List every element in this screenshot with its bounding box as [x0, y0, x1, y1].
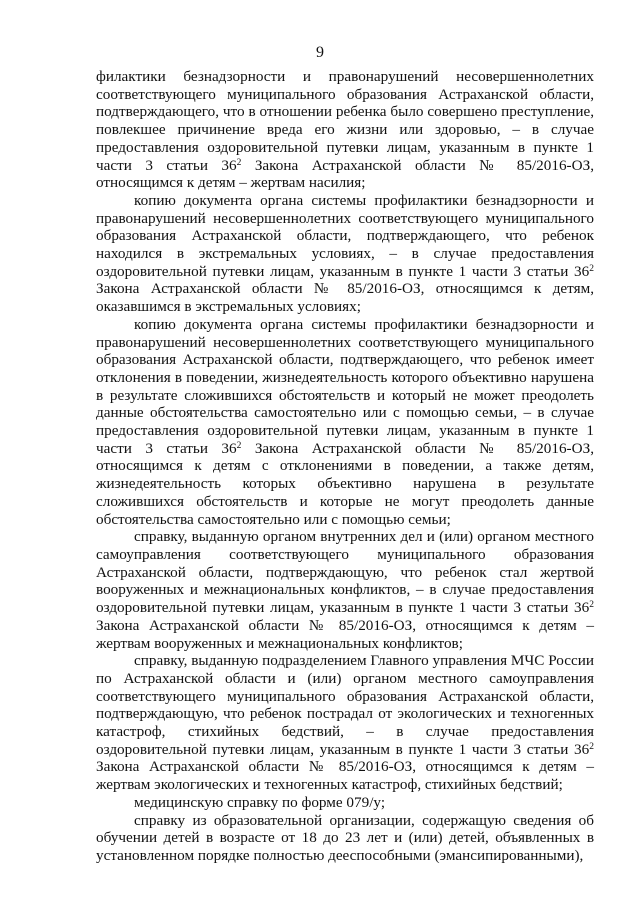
paragraph — [96, 192, 594, 316]
superscript: 2 — [236, 157, 242, 168]
document-body — [96, 68, 594, 865]
text-run: филактики безнадзорности и правонарушений несовершеннолетних соответствующего муниципального образования Астраханской области, подтверждающего, что в отношении ребенка было совершено преступление, повлекшее причинение вреда его жизни или здоровью, – в случае предоставления оздоровительной путевки лицам, указанным в пункте 1 части 3 статьи 36 — [96, 68, 594, 174]
text-run: справку, выданную подразделением Главного управления МЧС России по Астраханской области и (или) органом местного самоуправления соответствующего муниципального образования Астраханской области, подтверждающую, что ребенок пострадал от экологических и техногенных катастроф, стихийных бедствий, – в случае предоставления оздоровительной путевки лицам, указанным в пункте 1 части 3 статьи 36 — [96, 652, 594, 758]
text-run: копию документа органа системы профилактики безнадзорности и правонарушений несовершеннолетних соответствующего муниципального образования Астраханской области, подтверждающего, что ребенок имеет отклонения в поведении, жизнедеятельность которого объективно нарушена в результате сложившихся обстоятельств и который не может преодолеть данные обстоятельства самостоятельно или с помощью семьи, – в случае предоставления оздоровительной путевки лицам, указанным в пункте 1 части 3 статьи 36 — [96, 315, 594, 457]
paragraph — [96, 794, 594, 812]
text-run: Закона Астраханской области № 85/2016-ОЗ, относящимся к детям с отклонениями в поведении, а также детям, жизнедеятельность которых объективно нарушена в результате сложившихся обстоятельств и которые не могут преодолеть данные обстоятельства самостоятельно или с помощью семьи; — [96, 439, 594, 528]
paragraph — [96, 316, 594, 528]
text-run: медицинскую справку по форме 079/у; — [134, 793, 386, 811]
paragraph — [96, 812, 594, 865]
text-run: копию документа органа системы профилактики безнадзорности и правонарушений несовершеннолетних соответствующего муниципального образования Астраханской области, подтверждающего, что ребенок находился в экстремальных условиях, – в случае предоставления оздоровительной путевки лицам, указанным в пункте 1 части 3 статьи 36 — [96, 191, 594, 280]
superscript: 2 — [589, 741, 594, 752]
paragraph — [96, 528, 594, 652]
superscript: 2 — [236, 440, 242, 451]
superscript: 2 — [589, 600, 594, 611]
page-number: 9 — [316, 44, 324, 61]
text-run: Закона Астраханской области № 85/2016-ОЗ, относящимся к детям – жертвам экологических и техногенных катастроф, стихийных бедствий; — [96, 758, 594, 794]
text-run: справку, выданную органом внутренних дел и (или) органом местного самоуправления соответствующего муниципального образования Астраханской области, подтверждающую, что ребенок стал жертвой вооруженных и межнациональных конфликтов, – в случае предоставления оздоровительной путевки лицам, указанным в пункте 1 части 3 статьи 36 — [96, 528, 594, 617]
paragraph — [96, 652, 594, 794]
text-run: Закона Астраханской области № 85/2016-ОЗ, относящимся к детям – жертвам насилия; — [96, 156, 594, 192]
text-run: справку из образовательной организации, содержащую сведения об обучении детей в возрасте от 18 до 23 лет и (или) детей, объявленных в установленном порядке полностью дееспособными (эмансипированными), — [96, 811, 594, 864]
paragraph — [96, 68, 594, 192]
text-run: Закона Астраханской области № 85/2016-ОЗ, относящимся к детям, оказавшимся в экстремальных условиях; — [96, 280, 594, 316]
text-run: Закона Астраханской области № 85/2016-ОЗ, относящимся к детям – жертвам вооруженных и межнациональных конфликтов; — [96, 616, 594, 652]
superscript: 2 — [589, 263, 594, 274]
